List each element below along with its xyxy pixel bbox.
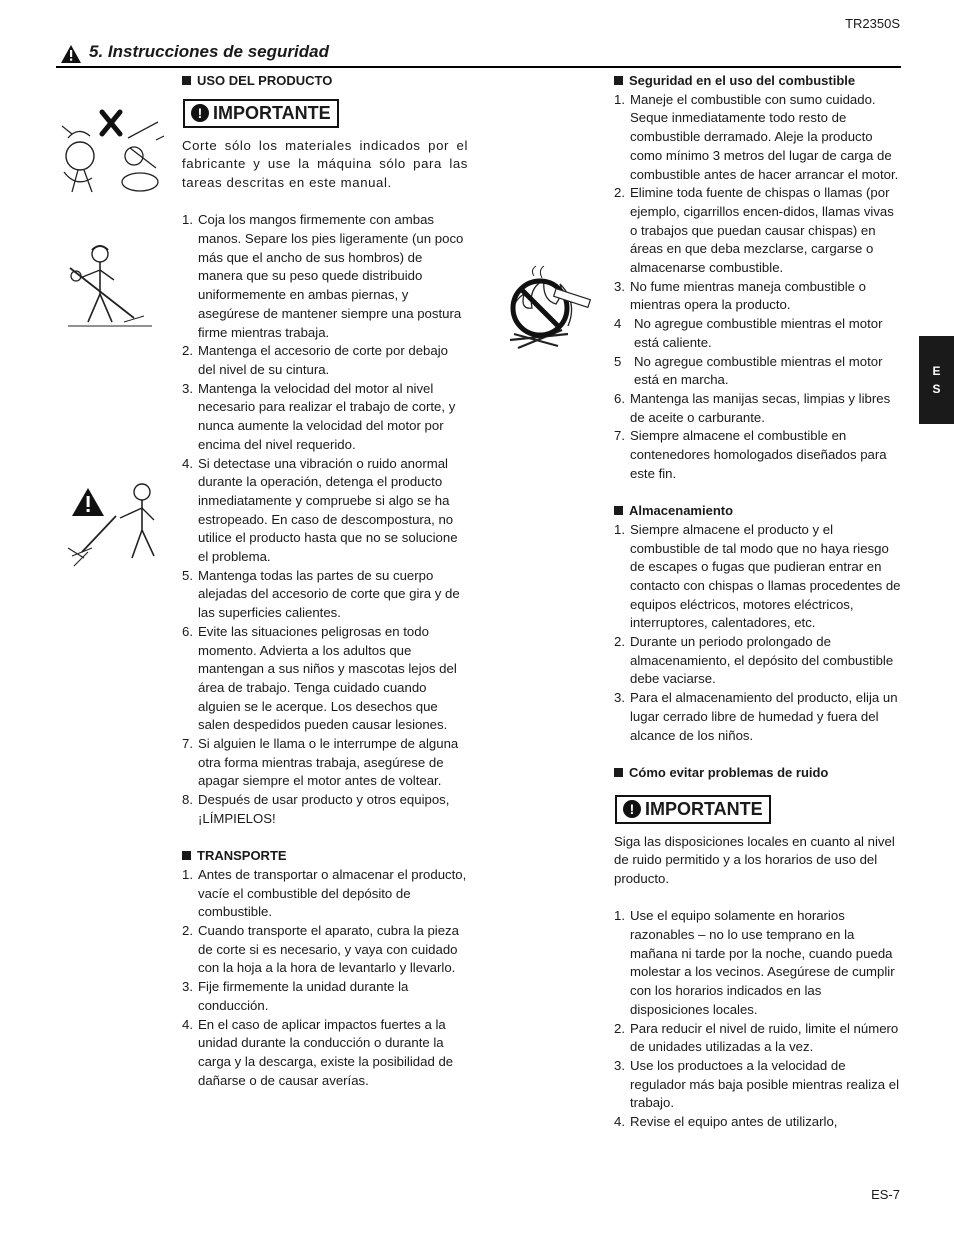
uso-list xyxy=(182,211,468,828)
list-item: 3. Mantenga la velocidad del motor al nivel necesario para realizar el trabajo de corte, y nunca aumente la velocidad del motor por encima del nivel requerido. xyxy=(182,380,456,452)
exclamation-icon: ! xyxy=(623,800,641,818)
heading-uso-del-producto: USO DEL PRODUCTO xyxy=(182,72,468,91)
list-item: 5 No agregue combustible mientras el motor está en marcha. xyxy=(614,353,883,388)
tab-letter: S xyxy=(932,382,941,396)
ruido-intro-text: Siga las disposiciones locales en cuanto al nivel de ruido permitido y a los horarios de uso del producto. xyxy=(614,833,895,886)
almacenamiento-list xyxy=(614,521,904,745)
right-column xyxy=(614,72,904,1132)
list-item: 2. Cuando transporte el aparato, cubra la pieza de corte si es necesario, y vaya con cuidado con la hoja a la hora de levantarlo y llevarlo. xyxy=(182,923,459,976)
operator-posture-illustration xyxy=(64,242,156,330)
list-item: 8. Después de usar producto y otros equipos, ¡LÍMPIELOS! xyxy=(182,792,450,826)
list-item: 5. Mantenga todas las partes de su cuerpo alejadas del accesorio de corte que gira y de las superficies calientes. xyxy=(182,567,460,621)
list-item: 4. Si detectase una vibración o ruido anormal durante la operación, detenga el producto inmediatamente y compruebe si algo se ha estropeado. En caso de descompostura, no utilice el producto hasta que no se solucione el problema. xyxy=(182,455,458,565)
list-item: 4 No agregue combustible mientras el motor está caliente. xyxy=(614,316,883,350)
list-item: 2. Mantenga el accesorio de corte por debajo del nivel de su cintura. xyxy=(182,343,448,377)
list-item: 2. Para reducir el nivel de ruido, limite el número de unidades utilizadas a la vez. xyxy=(614,1020,899,1055)
list-item: 4. En el caso de aplicar impactos fuertes a la unidad durante la conducción o durante la carga y la descarga, existe la posibilidad de dañarse o de causar averías. xyxy=(182,1016,454,1088)
list-item: 3. No fume mientras maneja combustible o mientras opera la producto. xyxy=(614,278,867,313)
no-smoking-icon xyxy=(498,264,594,352)
list-item: 1. Use el equipo solamente en horarios razonables – no lo use temprano en la mañana ni tarde por la noche, cuando pueda molestar a los vecinos. Asegúrese de cumplir con los horarios indicados en las disposiciones locales. xyxy=(614,908,895,1017)
warning-triangle-icon xyxy=(60,44,82,64)
importante-badge: ! IMPORTANTE xyxy=(615,795,771,824)
list-item: 7. Si alguien le llama o le interrumpe de alguna otra forma mientras trabaja, asegúrese de apagar siempre el motor antes de voltear. xyxy=(182,736,459,789)
exclamation-icon: ! xyxy=(191,104,209,122)
model-number: TR2350S xyxy=(845,16,900,31)
page-number: ES-7 xyxy=(871,1187,900,1202)
list-item: 2. Durante un periodo prolongado de almacenamiento, el depósito del combustible debe vaciarse. xyxy=(614,634,894,687)
caution-operator-illustration xyxy=(64,478,168,572)
page-title: 5. Instrucciones de seguridad xyxy=(89,42,329,61)
transporte-list xyxy=(182,866,468,1090)
left-column xyxy=(182,72,468,1090)
incorrect-use-illustration xyxy=(58,108,166,194)
importante-badge: ! IMPORTANTE xyxy=(183,99,339,128)
heading-transporte: TRANSPORTE xyxy=(182,847,468,866)
list-item: 3. Para el almacenamiento del producto, elija un lugar cerrado libre de humedad y fuera del alcance de los niños. xyxy=(614,690,898,743)
tab-letter: E xyxy=(932,364,941,378)
list-item: 1. Antes de transportar o almacenar el producto, vacíe el combustible del depósito de combustible. xyxy=(182,866,467,920)
ruido-list xyxy=(614,907,904,1131)
list-item: 7. Siempre almacene el combustible en contenedores homologados diseñados para este fin. xyxy=(614,428,887,481)
list-item: 4. Revise el equipo antes de utilizarlo, xyxy=(614,1114,838,1130)
list-item: 3. Fije firmemente la unidad durante la conducción. xyxy=(182,979,409,1013)
list-item: 6. Evite las situaciones peligrosas en todo momento. Advierta a los adultos que mantengan a sus niños y mascotas lejos del área de trabajo. Tenga cuidado cuando alguien se le acerque. Los desechos que salen despedidos pueden causar lesiones. xyxy=(182,623,457,733)
list-item: 6. Mantenga las manijas secas, limpias y libres de aceite o carburante. xyxy=(614,390,891,425)
heading-combustible: Seguridad en el uso del combustible xyxy=(614,72,904,91)
language-tab xyxy=(919,336,954,424)
heading-ruido: Cómo evitar problemas de ruido xyxy=(614,764,904,783)
list-item: 1. Maneje el combustible con sumo cuidado. Seque inmediatamente todo resto de combustible derramado. Aleje la producto como mínimo 3 metros del lugar de carga de combustible antes de hacer arrancar el motor. xyxy=(614,91,899,182)
combustible-list xyxy=(614,91,904,484)
list-item: 1. Coja los mangos firmemente con ambas manos. Separe los pies ligeramente (un poco más que el ancho de sus hombros) de manera que su peso quede distribuido uniformemente en ambas piernas, y asegúrese de mantener siempre una postura firme mientras trabaja. xyxy=(182,212,464,340)
list-item: 2. Elimine toda fuente de chispas o llamas (por ejemplo, cigarrillos encen-didos, llamas vivas o trabajos que puedan causar chispas) en áreas en que deba mezclarse, cargarse o almacenarse combustible. xyxy=(614,185,894,276)
list-item: 3. Use los productoes a la velocidad de regulador más baja posible mientras realiza el trabajo. xyxy=(614,1057,900,1111)
section-title-bar xyxy=(56,42,901,68)
list-item: 1. Siempre almacene el producto y el combustible de tal modo que no haya riesgo de escapes o fugas que pudieran entrar en contacto con chispas o llamas procedentes de equipos eléctricos, motores eléctricos, interruptores, calentadores, etc. xyxy=(614,521,901,631)
uso-intro-text: Corte sólo los materiales indicados por el fabricante y use la máquina sólo para las tareas descritas en este manual. xyxy=(182,137,468,190)
heading-almacenamiento: Almacenamiento xyxy=(614,502,904,521)
